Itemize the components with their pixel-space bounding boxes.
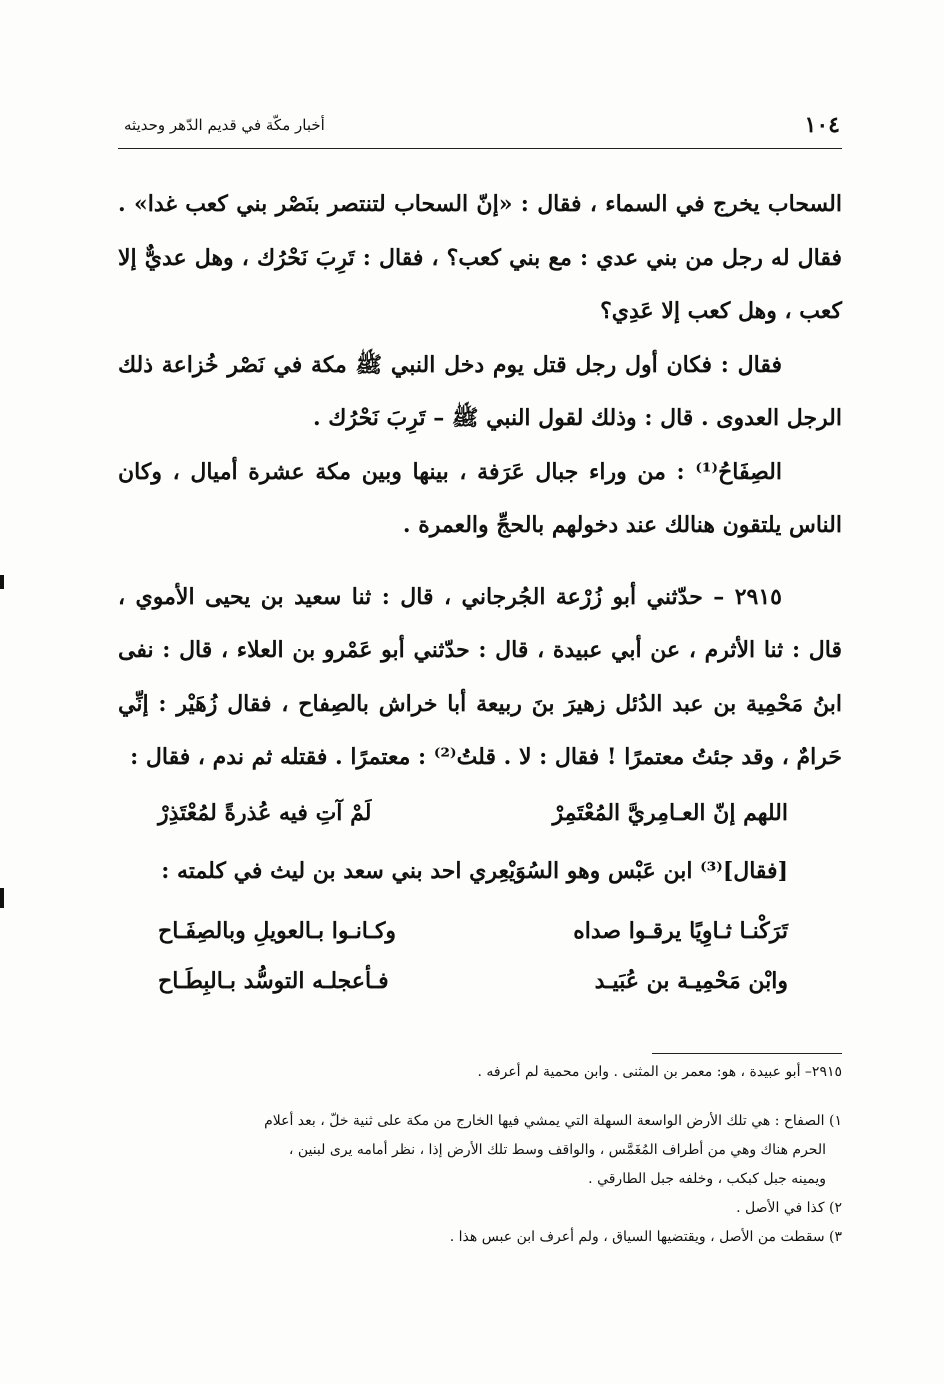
footnote-2: ٢) كذا في الأصل .: [736, 1200, 842, 1216]
main-text: [118, 178, 842, 785]
verse-hemistich: وكـانـوا بـالعويلِ وبالصِفَـاح: [158, 918, 397, 944]
verse-line: [158, 918, 788, 968]
verse-line: [158, 968, 788, 1018]
verse-hemistich: تَرَكْنـا ثـاوِيًا يرقـوا صداه: [573, 918, 788, 944]
paragraph: [فقال]⁽³⁾ ابن عَبْس وهو السُوَيْعِري احد بني سعد بن ليث في كلمته :: [161, 858, 788, 884]
page-number: ١٠٤: [804, 112, 840, 138]
paragraph: السحاب يخرج في السماء ، فقال : «إنّ السحاب لتنتصر بنَصْر بني كعب غدا» . فقال له رجل من بني عدي : مع بني كعب؟ ، فقال : تَرِبَ نَحْرُك ، وهل عديٌّ إلا كعب ، وهل كعب إلا عَدِي؟: [118, 191, 842, 324]
footnote-line: ويمينه جبل كبكب ، وخلفه جبل الطارقي .: [588, 1171, 826, 1187]
running-title: أخبار مكّة في قديم الدّهر وحديثه: [124, 116, 325, 134]
footnote-line: الحرم هناك وهي من أطراف المُغَمَّس ، والواقف وسط تلك الأرض إذا ، نظر أمامه يرى لبنين ،: [288, 1142, 826, 1158]
footnote-rule: [652, 1053, 842, 1054]
page-header: [118, 112, 842, 149]
footnote-2915: ٢٩١٥– أبو عبيدة ، هو: معمر بن المثنى . وابن محمية لم أعرفه .: [477, 1064, 842, 1080]
verse-line: [158, 800, 788, 850]
footnote-1: [118, 1107, 842, 1194]
paragraph: الصِفَاحُ⁽¹⁾ : من وراء جبال عَرَفة ، بينها وبين مكة عشرة أميال ، وكان الناس يلتقون هنالك عند دخولهم بالحجِّ والعمرة .: [118, 458, 842, 538]
footnotes: [118, 1058, 842, 1252]
scan-edge-mark: [0, 575, 4, 589]
verse-hemistich: اللهم إنّ العـامِريَّ المُعْتَمِرْ: [552, 800, 788, 826]
verse-hemistich: لَمْ آتِ فيه عُذرةً لمُعْتَذِرْ: [158, 800, 372, 826]
footnote-3: ٣) سقطت من الأصل ، ويقتضيها السياق ، ولم أعرف ابن عبس هذا .: [449, 1229, 842, 1245]
paragraph: فقال : فكان أول رجل قتل يوم دخل النبي ﷺ مكة في نَصْر خُزاعة ذلك الرجل العدوى . قال : وذلك لقول النبي ﷺ – تَرِبَ نَحْرُك .: [118, 351, 842, 431]
paragraph-2915: ٢٩١٥ – حدّثني أبو زُرْعة الجُرجاني ، قال : ثنا سعيد بن يحيى الأموي ، قال : ثنا الأثرم ، عن أبي عبيدة ، قال : حدّثني أبو عَمْرو بن العلاء ، قال : نفى ابنُ مَحْمِية بن عبد الدُئل زهيرَ بنَ ربيعة أبا خراش بالصِفاح ، فقال زُهَيْر : إنِّي حَرامٌ ، وقد جئتُ معتمرًا ! فقال : لا . قلتُ⁽²⁾ : معتمرًا . فقتله ثم ندم ، فقال :: [118, 583, 842, 770]
scan-edge-mark: [0, 888, 4, 908]
verse-hemistich: فـأعجلـه التوسُّد بـالبِطَـاح: [158, 968, 389, 994]
footnote-line: ١) الصفاح : هي تلك الأرض الواسعة السهلة التي يمشي فيها الخارج من مكة على ثنية خلّ ، بعد أعلام: [264, 1113, 842, 1129]
verse-hemistich: وابْن مَحْمِيـة بن عُبَيـد: [594, 968, 788, 994]
